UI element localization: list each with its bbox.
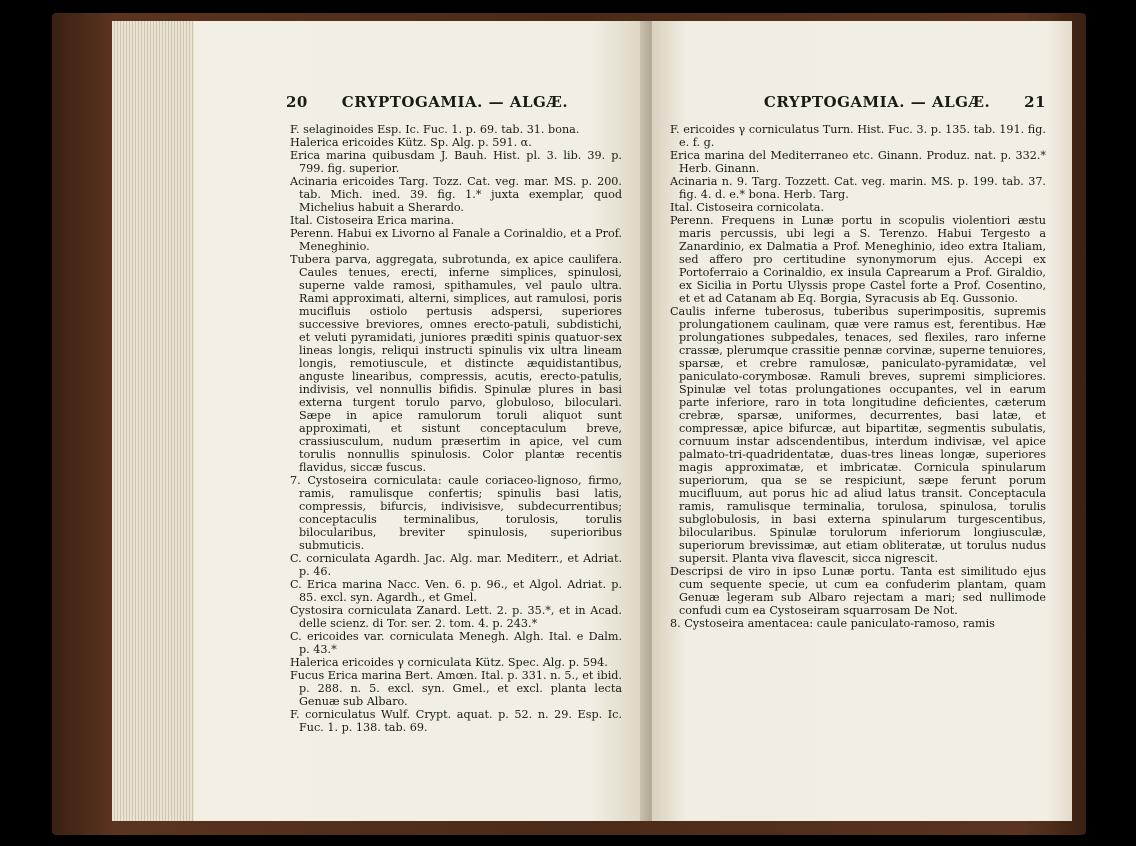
text-paragraph: Erica marina del Mediterraneo etc. Ginann. Produz. nat. p. 332.* Herb. Ginann. [670, 149, 1046, 175]
text-paragraph: Caulis inferne tuberosus, tuberibus superimpositis, supremis prolungationem caulinam, quæ vere ramus est, ferentibus. Hæ prolungationes subpedales, tenaces, sed flexiles, raro inferne crassæ, plerumque crassitie pennæ corvinæ, superne tenuiores, sparsæ, et crebre ramulosæ, paniculato-pyramidatæ, vel paniculato-corymbosæ. Ramuli breves, supremi simpliciores. Spinulæ vel totas prolungationes occupantes, vel in earum parte inferiore, raro in tota longitudine deficientes, cæterum crebræ, sparsæ, uniformes, decurrentes, basi latæ, et compressæ, apice bifurcæ, aut bipartitæ, segmentis subulatis, cornuum instar adscendentibus, interdum indivisæ, vel apice palmato-tri-quadridentatæ, duas-tres lineas longæ, superiores magis approximatæ, et imbricatæ. Cornicula spinularum superiorum, qua se se respiciunt, sæpe ferunt porum mucifluum, aut porus hic ad aliud latus transit. Conceptacula ramis, ramulisque terminalia, torulosa, spinulosa, torulis subglobulosis, in basi externa spinularum turgescentibus, bilocularibus. Spinulæ torulorum inferiorum longiusculæ, superiorum brevissimæ, aut etiam obliteratæ, ut torulus nudus supersit. Planta viva flavescit, sicca nigrescit. [670, 305, 1046, 565]
text-paragraph: Perenn. Frequens in Lunæ portu in scopulis violentiori æstu maris percussis, ubi legi a S. Terenzo. Habui Tergesto a Zanardinio, ex Dalmatia a Prof. Meneghinio, ideo extra Italiam, sed affero pro certitudine synonymorum ejus. Accepi ex Portoferraio a Corinaldio, ex insula Caprearum a Prof. Giraldio, ex Sicilia in Portu Ulyssis prope Castel forte a Prof. Cosentino, et et ad Catanam ab Eq. Borgia, Syracusis ab Eq. Gussonio. [670, 214, 1046, 305]
left-page-text [290, 123, 622, 734]
right-page-number: 21 [1024, 93, 1046, 111]
text-paragraph: F. corniculatus Wulf. Crypt. aquat. p. 52. n. 29. Esp. Ic. Fuc. 1. p. 138. tab. 69. [290, 708, 622, 734]
text-paragraph: C. Erica marina Nacc. Ven. 6. p. 96., et Algol. Adriat. p. 85. excl. syn. Agardh., et Gmel. [290, 578, 622, 604]
right-page-header [670, 93, 1046, 111]
text-paragraph: Fucus Erica marina Bert. Amœn. Ital. p. 331. n. 5., et ibid. p. 288. n. 5. excl. syn. Gmel., et excl. planta lecta Genuæ sub Albaro. [290, 669, 622, 708]
text-paragraph: Tubera parva, aggregata, subrotunda, ex apice caulifera. Caules tenues, erecti, inferne simplices, spinulosi, superne valde ramosi, spithamules, vel paulo ultra. Rami approximati, alterni, simplices, aut ramulosi, poris mucifluis ostiolo pertusis adspersi, superiores successive breviores, omnes erecto-patuli, subdistichi, et veluti pyramidati, juniores præditi spinis quatuor-sex lineas longis, reliqui instructi spinulis vix ultra lineam longis, remotiuscule, et distincte æquidistantibus, anguste linearibus, compressis, acutis, erecto-patulis, indivisis, vel nonnullis bifidis. Spinulæ plures in basi externa turgent torulo parvo, globuloso, biloculari. Sæpe in apice ramulorum toruli aliquot sunt approximati, et sistunt conceptaculum breve, crassiusculum, nudum præsertim in apice, vel cum torulis nonnullis spinulosis. Color plantæ recentis flavidus, siccæ fuscus. [290, 253, 622, 474]
left-page-number: 20 [286, 93, 308, 111]
text-paragraph: C. ericoides var. corniculata Menegh. Algh. Ital. e Dalm. p. 43.* [290, 630, 622, 656]
text-paragraph: C. corniculata Agardh. Jac. Alg. mar. Mediterr., et Adriat. p. 46. [290, 552, 622, 578]
page-edges [112, 21, 194, 821]
left-page-header [286, 93, 622, 111]
text-paragraph: Descripsi de viro in ipso Lunæ portu. Tanta est similitudo ejus cum sequente specie, ut cum ea confuderim plantam, quam Genuæ legeram sub Albaro rejectam a mari; sed nullimode confudi cum ea Cystoseiram squarrosam De Not. [670, 565, 1046, 617]
text-paragraph: 7. Cystoseira corniculata: caule coriaceo-lignoso, firmo, ramis, ramulisque confertis; spinulis basi latis, compressis, bifurcis, indivisisve, subdecurrentibus; conceptaculis terminalibus, torulosis, torulis bilocularibus, breviter spinulosis, superioribus submuticis. [290, 474, 622, 552]
text-paragraph: Ital. Cistoseira Erica marina. [290, 214, 455, 227]
text-paragraph: Perenn. Habui ex Livorno al Fanale a Corinaldio, et a Prof. Meneghinio. [290, 227, 622, 253]
left-running-title: CRYPTOGAMIA. — ALGÆ. [341, 93, 569, 111]
right-page-text [670, 123, 1046, 630]
text-paragraph: Halerica ericoides γ corniculata Kütz. Spec. Alg. p. 594. [290, 656, 608, 669]
right-page [652, 21, 1072, 821]
book-spread [52, 13, 1086, 835]
text-paragraph: F. selaginoides Esp. Ic. Fuc. 1. p. 69. tab. 31. bona. [290, 123, 580, 136]
text-paragraph: Acinaria n. 9. Targ. Tozzett. Cat. veg. marin. MS. p. 199. tab. 37. fig. 4. d. e.* bona. Herb. Targ. [670, 175, 1046, 201]
text-paragraph: Acinaria ericoides Targ. Tozz. Cat. veg. mar. MS. p. 200. tab. Mich. ined. 39. fig. 1.* juxta exemplar, quod Michelius habuit a Sherardo. [290, 175, 622, 214]
text-paragraph: Cystosira corniculata Zanard. Lett. 2. p. 35.*, et in Acad. delle scienz. di Tor. ser. 2. tom. 4. p. 243.* [290, 604, 622, 630]
right-running-title: CRYPTOGAMIA. — ALGÆ. [763, 93, 991, 111]
text-paragraph: Erica marina quibusdam J. Bauh. Hist. pl. 3. lib. 39. p. 799. fig. superior. [290, 149, 622, 175]
text-paragraph: 8. Cystoseira amentacea: caule paniculato-ramoso, ramis [670, 617, 995, 630]
text-paragraph: F. ericoides γ corniculatus Turn. Hist. Fuc. 3. p. 135. tab. 191. fig. e. f. g. [670, 123, 1046, 149]
text-paragraph: Halerica ericoides Kütz. Sp. Alg. p. 591. α. [290, 136, 532, 149]
text-paragraph: Ital. Cistoseira cornicolata. [670, 201, 825, 214]
